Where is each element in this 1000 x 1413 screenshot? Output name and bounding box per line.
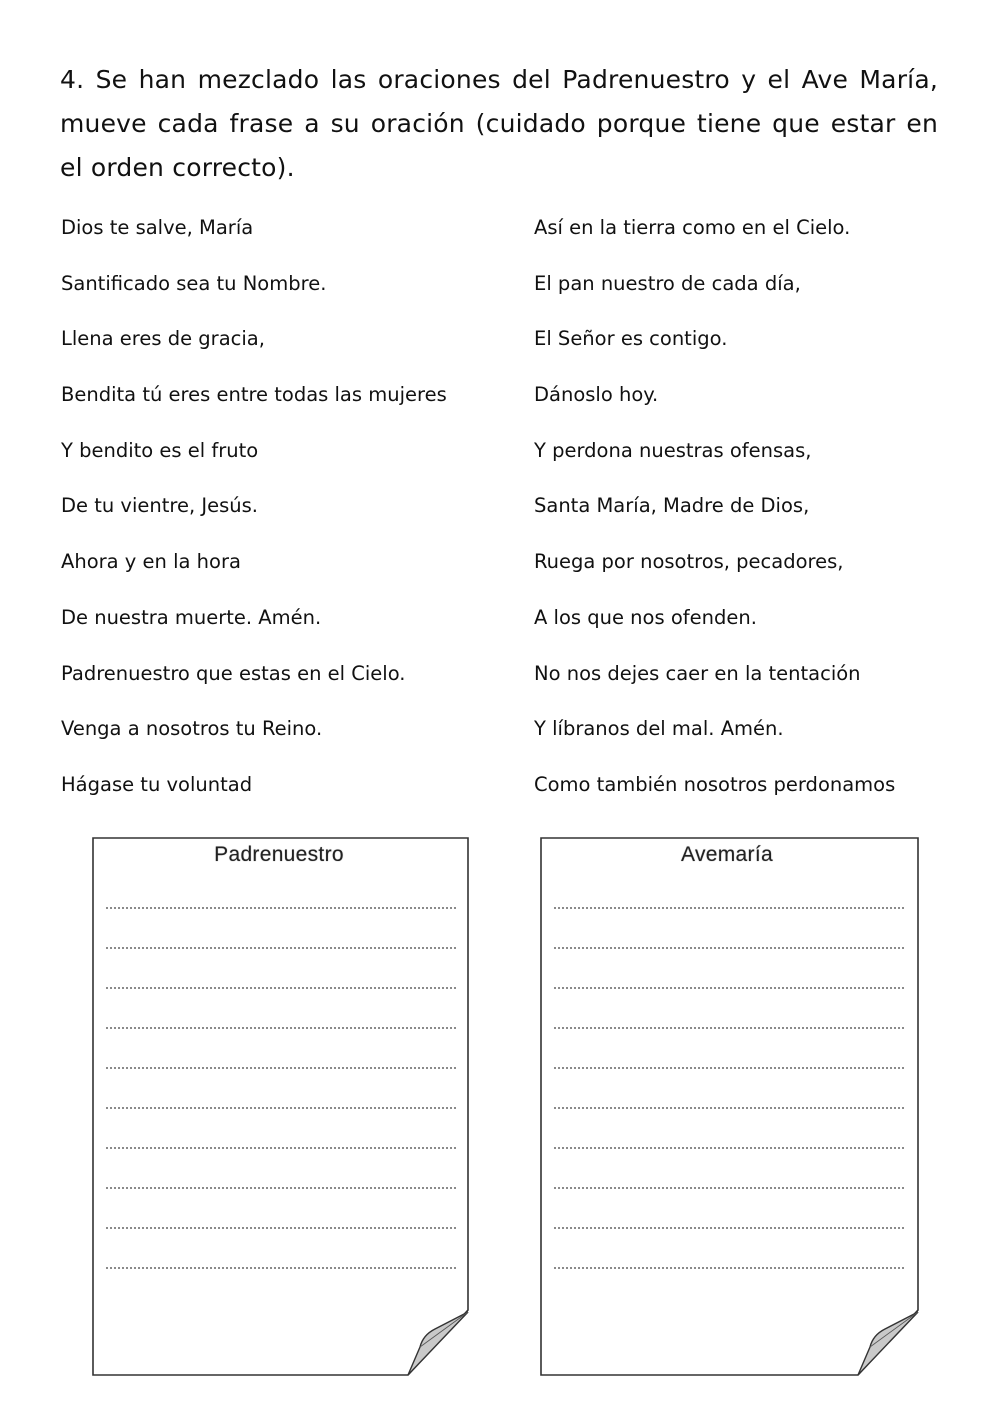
answer-line[interactable] [106, 1027, 456, 1029]
phrase-item[interactable]: Venga a nosotros tu Reino. [61, 717, 323, 741]
phrase-item[interactable]: El Señor es contigo. [534, 327, 728, 351]
answer-line[interactable] [554, 987, 904, 989]
answer-line[interactable] [554, 1067, 904, 1069]
phrase-item[interactable]: Dánoslo hoy. [534, 383, 659, 407]
answer-line[interactable] [106, 1067, 456, 1069]
phrase-item[interactable]: Dios te salve, María [61, 216, 254, 239]
answer-line[interactable] [106, 1107, 456, 1109]
phrase-item[interactable]: Y bendito es el fruto [61, 438, 259, 462]
avemaria-title: Avemaría [681, 843, 773, 866]
answer-line[interactable] [554, 907, 904, 909]
phrase-item[interactable]: Padrenuestro que estas en el Cielo. [61, 661, 406, 685]
answer-line[interactable] [106, 947, 456, 949]
padrenuestro-title: Padrenuestro [214, 843, 344, 866]
answer-line[interactable] [554, 947, 904, 949]
phrase-item[interactable]: Ahora y en la hora [61, 550, 241, 574]
answer-line[interactable] [106, 987, 456, 989]
phrase-item[interactable]: Llena eres de gracia, [61, 327, 265, 351]
avemaria-drop-sheet[interactable] [538, 835, 923, 1380]
phrase-item[interactable]: Y líbranos del mal. Amén. [534, 717, 784, 741]
phrase-list-right [534, 213, 974, 826]
answer-line[interactable] [106, 1267, 456, 1269]
instructions-text: 4. Se han mezclado las oraciones del Padrenuestro y el Ave María, mueve cada frase a su oración (cuidado porque tiene que estar en el orden correcto). [60, 65, 938, 182]
answer-line[interactable] [106, 1227, 456, 1229]
phrase-item[interactable]: Santificado sea tu Nombre. [61, 271, 327, 295]
answer-line[interactable] [106, 907, 456, 909]
answer-line[interactable] [554, 1227, 904, 1229]
phrase-item[interactable]: A los que nos ofenden. [534, 605, 757, 629]
phrase-item[interactable]: De tu vientre, Jesús. [61, 494, 258, 518]
phrase-item[interactable]: Como también nosotros perdonamos [534, 772, 896, 796]
phrase-item[interactable]: El pan nuestro de cada día, [534, 271, 801, 295]
phrase-list-left [61, 213, 521, 826]
answer-line[interactable] [106, 1187, 456, 1189]
phrase-item[interactable]: De nuestra muerte. Amén. [61, 605, 322, 629]
answer-line[interactable] [554, 1027, 904, 1029]
answer-line[interactable] [106, 1147, 456, 1149]
answer-line[interactable] [554, 1187, 904, 1189]
phrase-item[interactable]: Así en la tierra como en el Cielo. [534, 216, 851, 239]
answer-line[interactable] [554, 1147, 904, 1149]
phrase-item[interactable]: Hágase tu voluntad [61, 772, 253, 796]
phrase-item[interactable]: Santa María, Madre de Dios, [534, 494, 810, 518]
phrase-item[interactable]: Y perdona nuestras ofensas, [534, 438, 812, 462]
phrase-item[interactable]: No nos dejes caer en la tentación [534, 661, 861, 685]
answer-line[interactable] [554, 1107, 904, 1109]
answer-line[interactable] [554, 1267, 904, 1269]
padrenuestro-drop-sheet[interactable] [90, 835, 475, 1380]
phrase-item[interactable]: Bendita tú eres entre todas las mujeres [61, 383, 447, 407]
phrase-item[interactable]: Ruega por nosotros, pecadores, [534, 550, 844, 574]
